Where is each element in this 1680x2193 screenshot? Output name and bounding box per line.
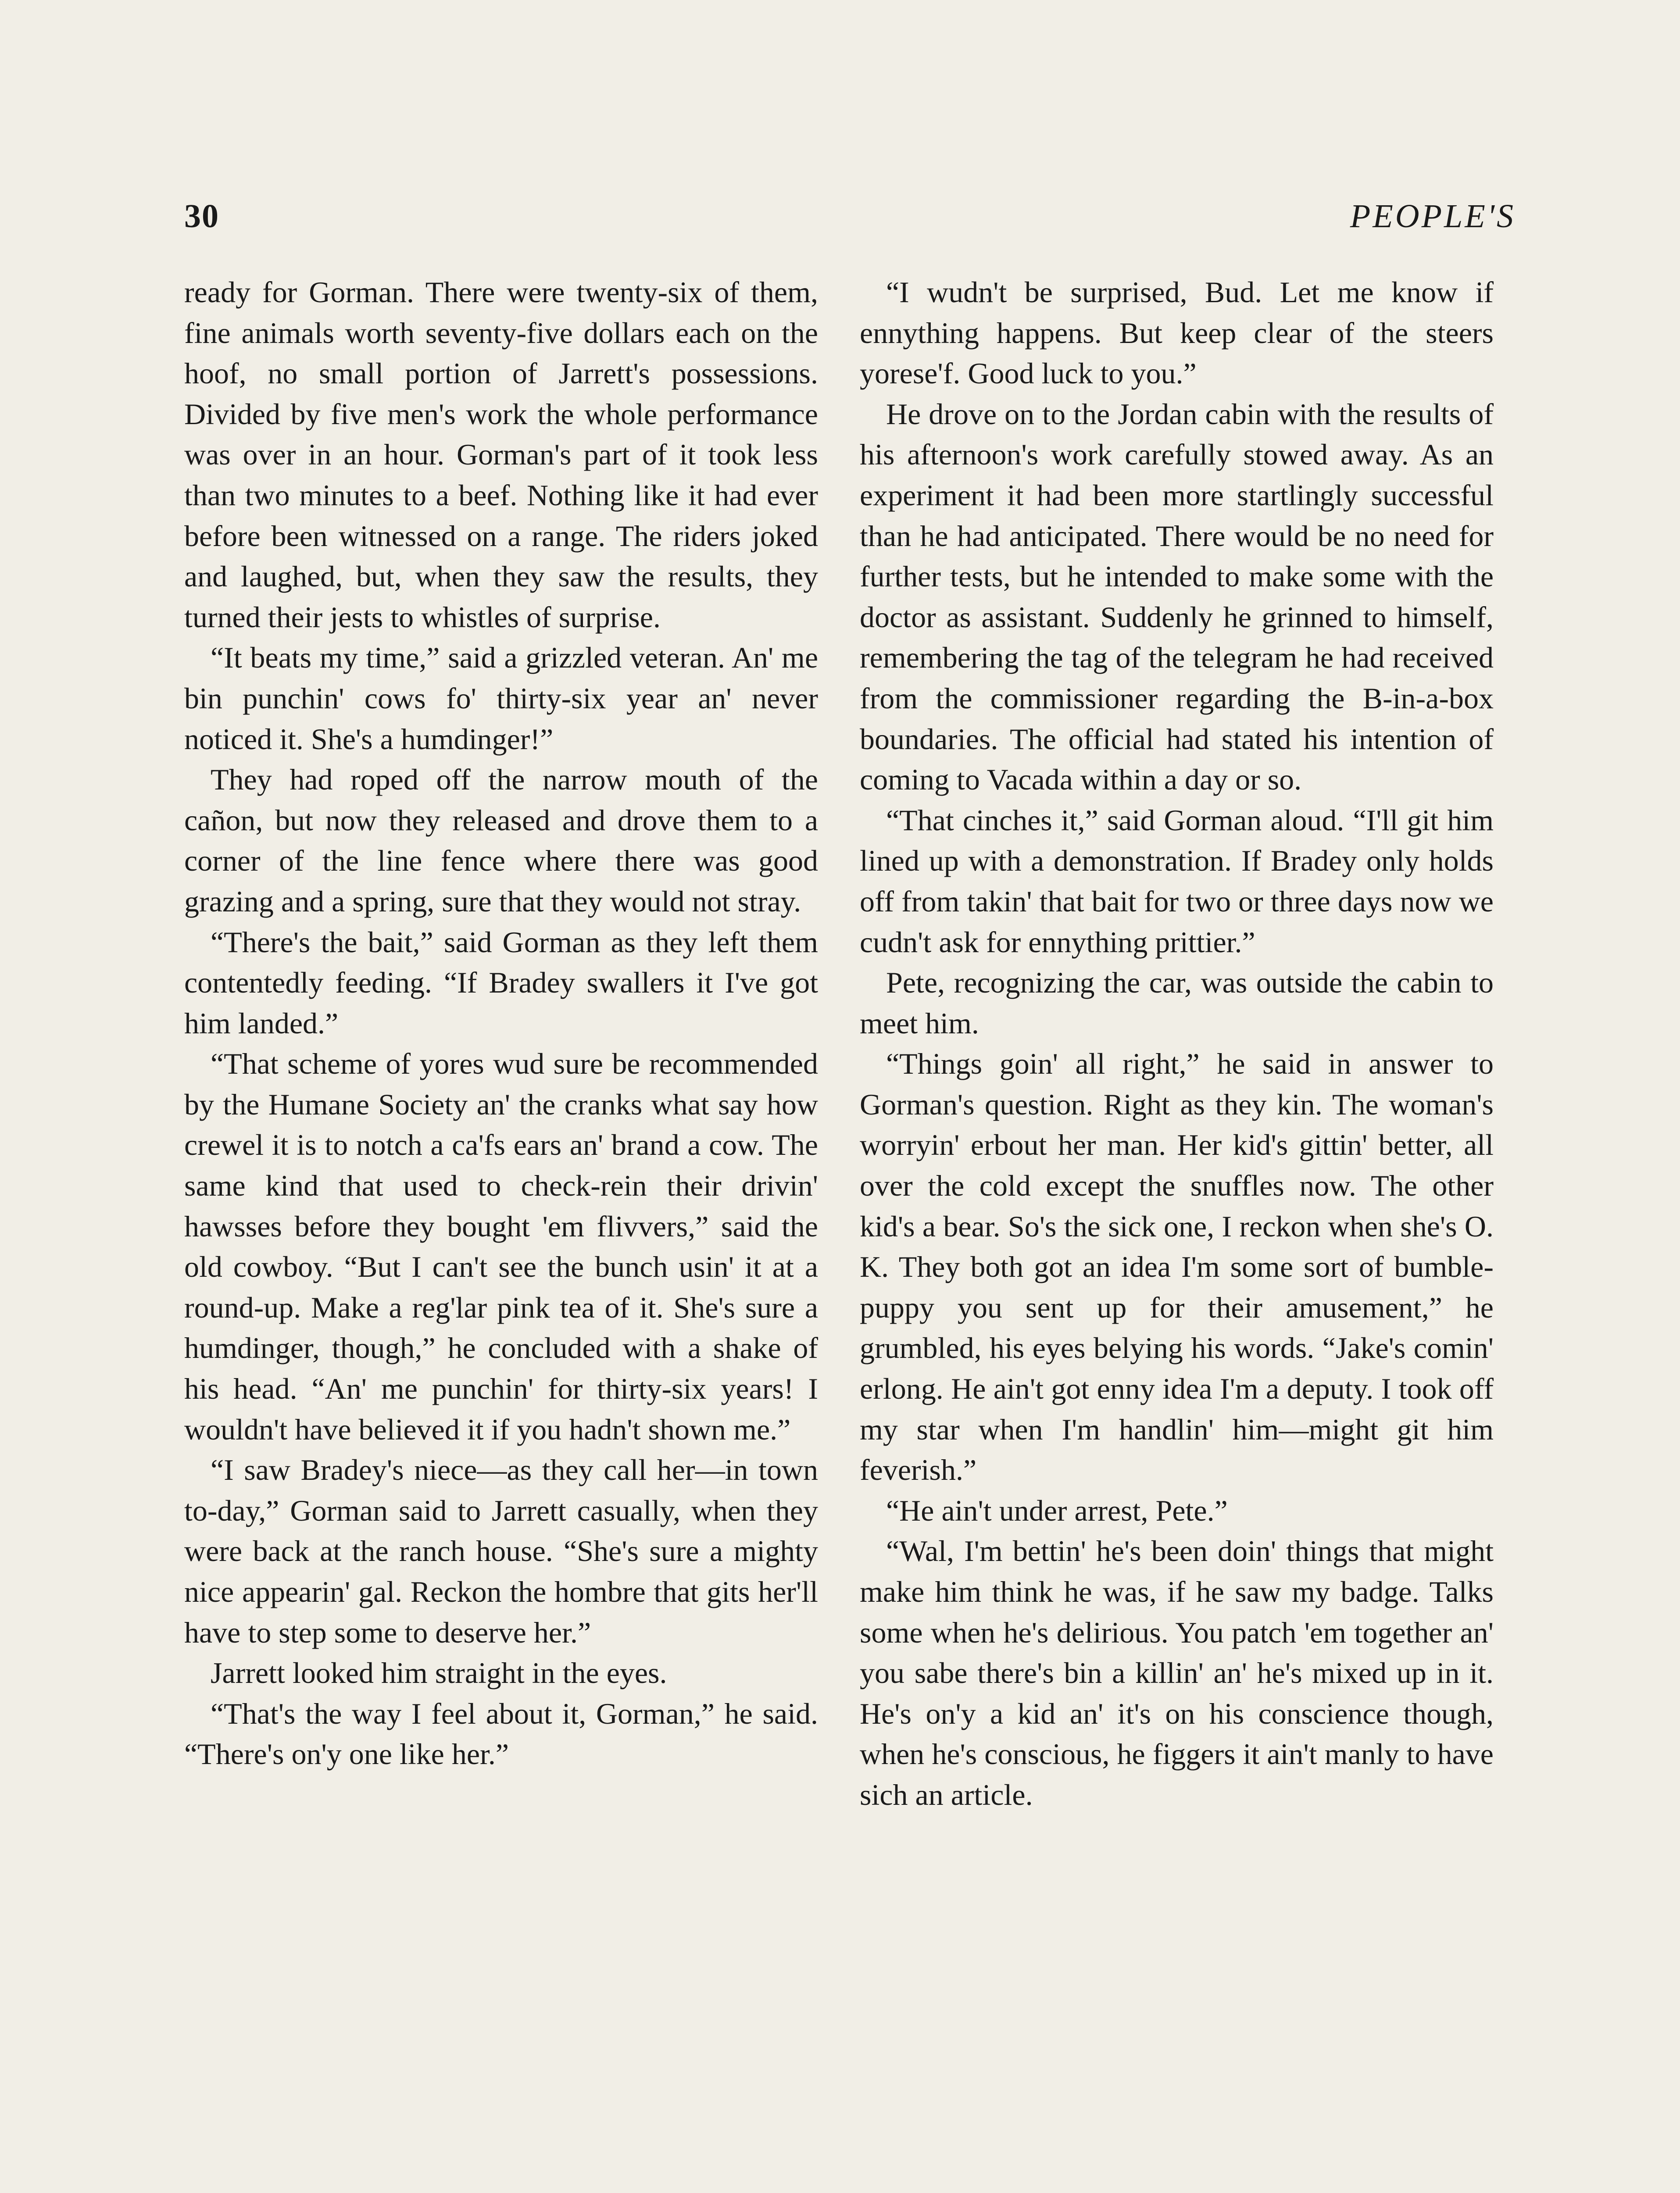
paragraph: “He ain't under arrest, Pete.” [886, 1493, 1228, 1527]
paragraph: ready for Gorman. There were twenty-six of them, fine animals worth seventy-five dollars each on the hoof, no small portion of Jarrett's possessions. Divided by five men's work the whole performance was over in an hour. Gorman's part of it took less than two minutes to a beef. Nothing like it had ever before been witnessed on a range. The riders joked and laughed, but, when they saw the results, they turned their jests to whistles of surprise. [184, 275, 818, 634]
paragraph: Jarrett looked him straight in the eyes. [211, 1656, 667, 1690]
paragraph: Pete, recognizing the car, was outside the cabin to meet him. [860, 966, 1494, 1040]
paragraph: He drove on to the Jordan cabin with the results of his afternoon's work carefully stowed away. As an experiment it had been more startlingly successful than he had anticipated. There would be no need for further tests, but he intended to make some with the doctor as assistant. Suddenly he grinned to himself, remembering the tag of the telegram he had received from the commissioner regarding the B-in-a-box boundaries. The official had stated his intention of coming to Vacada within a day or so. [860, 397, 1494, 796]
running-head: PEOPLE'S [1350, 198, 1516, 235]
paragraph: “I saw Bradey's niece—as they call her—in town to-day,” Gorman said to Jarrett casually, when they were back at the ranch house. “She's sure a mighty nice appearin' gal. Reckon the hombre that gits her'll have to step some to deserve her.” [184, 1453, 818, 1649]
paragraph: “It beats my time,” said a grizzled veteran. An' me bin punchin' cows fo' thirty-six year an' never noticed it. She's a humdinger!” [184, 641, 818, 756]
paragraph: “Things goin' all right,” he said in answer to Gorman's question. Right as they kin. The woman's worryin' erbout her man. Her kid's gittin' better, all over the cold except the snuffles now. The other kid's a bear. So's the sick one, I reckon when she's O. K. They both got an idea I'm some sort of bumble-puppy you sent up for their amusement,” he grumbled, his eyes belying his words. “Jake's comin' erlong. He ain't got enny idea I'm a deputy. I took off my star when I'm handlin' him—might git him feverish.” [860, 1047, 1494, 1487]
right-column [860, 272, 1494, 1815]
left-column [184, 272, 818, 1775]
paragraph: “That cinches it,” said Gorman aloud. “I'll git him lined up with a demonstration. If Bradey only holds off from takin' that bait for two or three days now we cudn't ask for ennything prittier.” [860, 803, 1494, 959]
paragraph: They had roped off the narrow mouth of the cañon, but now they released and drove them to a corner of the line fence where there was good grazing and a spring, sure that they would not stray. [184, 763, 818, 918]
paragraph: “That's the way I feel about it, Gorman,” he said. “There's on'y one like her.” [184, 1697, 818, 1771]
paragraph: “There's the bait,” said Gorman as they left them contentedly feeding. “If Bradey swallers it I've got him landed.” [184, 925, 818, 1040]
paragraph: “That scheme of yores wud sure be recommended by the Humane Society an' the cranks what say how crewel it is to notch a ca'fs ears an' brand a cow. The same kind that used to check-rein their drivin' hawsses before they bought 'em flivvers,” said the old cowboy. “But I can't see the bunch usin' it at a round-up. Make a reg'lar pink tea of it. She's sure a humdinger, though,” he concluded with a shake of his head. “An' me punchin' for thirty-six years! I wouldn't have believed it if you hadn't shown me.” [184, 1047, 818, 1446]
paragraph: “Wal, I'm bettin' he's been doin' things that might make him think he was, if he saw my badge. Talks some when he's delirious. You patch 'em together an' you sabe there's bin a killin' an' he's mixed up in it. He's on'y a kid an' it's on his conscience though, when he's conscious, he figgers it ain't manly to have sich an article. [860, 1534, 1494, 1811]
page-number: 30 [184, 198, 219, 235]
paragraph: “I wudn't be surprised, Bud. Let me know if ennything happens. But keep clear of the steers yorese'f. Good luck to you.” [860, 275, 1494, 390]
